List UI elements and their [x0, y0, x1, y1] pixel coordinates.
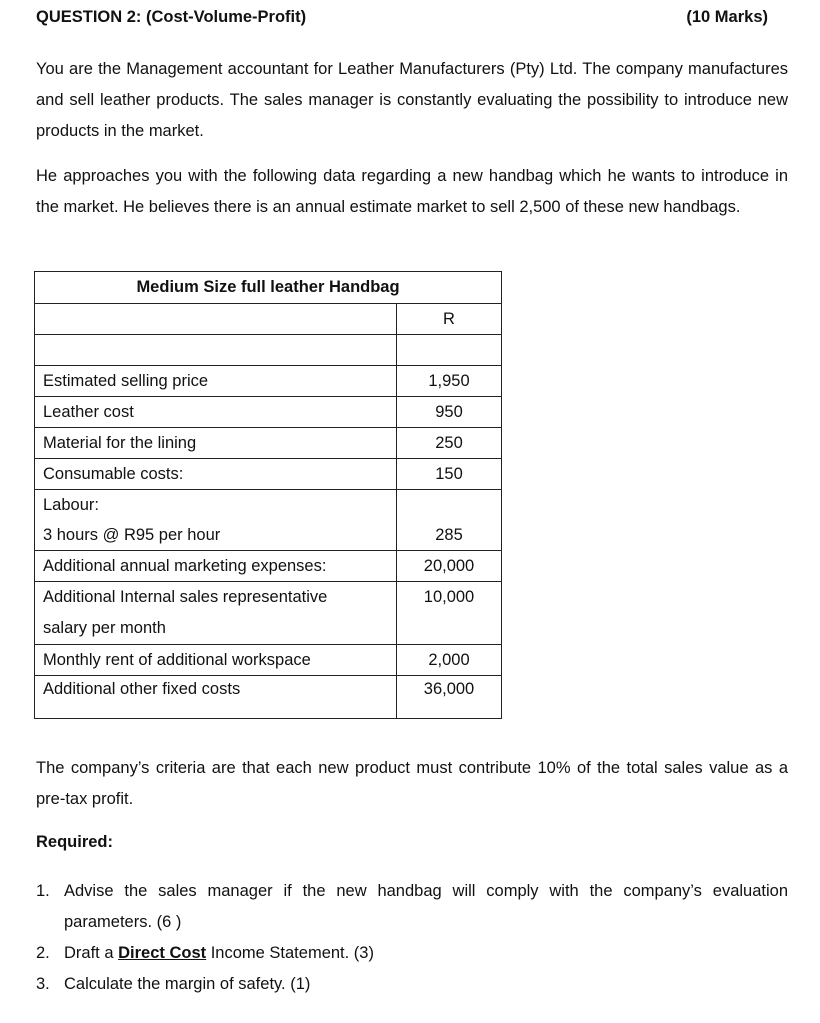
row-label: Monthly rent of additional workspace [35, 645, 397, 676]
row-value [397, 490, 502, 521]
row-label: 3 hours @ R95 per hour [35, 520, 397, 551]
required-heading: Required: [36, 833, 114, 851]
criteria-paragraph: The company’s criteria are that each new product must contribute 10% of the total sales value as a pre-tax profit. [36, 759, 788, 808]
table-title: Medium Size full leather Handbag [35, 272, 502, 304]
question-title: QUESTION 2: (Cost-Volume-Profit) [36, 8, 307, 26]
item-emphasis: Direct Cost [118, 944, 207, 962]
item-number: 2. [36, 944, 50, 962]
table-row [35, 551, 502, 582]
row-label: Leather cost [35, 397, 397, 428]
table-empty-cell [397, 335, 502, 366]
table-spacer-row [35, 335, 502, 366]
table-row [35, 459, 502, 490]
row-value: 36,000 [397, 676, 502, 719]
list-item [36, 969, 788, 1000]
row-label: Material for the lining [35, 428, 397, 459]
required-list [36, 876, 788, 1000]
table-row [35, 397, 502, 428]
table-row [35, 582, 502, 645]
approach-paragraph: He approaches you with the following data regarding a new handbag which he wants to introduce in the market. He believes there is an annual estimate market to sell 2,500 of these new handbags. [36, 167, 788, 216]
table-empty-cell [35, 304, 397, 335]
row-value: 1,950 [397, 366, 502, 397]
table-row [35, 366, 502, 397]
row-value: 285 [397, 520, 502, 551]
item-text-post: Income Statement. (3) [206, 944, 374, 962]
row-value: 250 [397, 428, 502, 459]
handbag-cost-table [34, 271, 502, 719]
item-text: Advise the sales manager if the new handbag will comply with the company’s evaluation parameters. (6 ) [64, 882, 788, 931]
table-title-row [35, 272, 502, 304]
row-value: 10,000 [397, 582, 502, 645]
table-row [35, 676, 502, 719]
question-header [36, 8, 768, 27]
table-row [35, 428, 502, 459]
list-item [36, 938, 788, 969]
item-number: 1. [36, 882, 50, 900]
table-unit-row [35, 304, 502, 335]
item-number: 3. [36, 975, 50, 993]
row-label: Additional other fixed costs [35, 676, 397, 719]
table-empty-cell [35, 335, 397, 366]
currency-unit: R [397, 304, 502, 335]
item-text: Calculate the margin of safety. (1) [64, 975, 311, 993]
row-label [35, 582, 397, 645]
row-value: 150 [397, 459, 502, 490]
row-label: Additional annual marketing expenses: [35, 551, 397, 582]
row-label-line-2: salary per month [43, 619, 166, 637]
row-label: Consumable costs: [35, 459, 397, 490]
item-text-pre: Draft a [64, 944, 119, 962]
row-value: 950 [397, 397, 502, 428]
row-label: Labour: [35, 490, 397, 521]
row-value: 20,000 [397, 551, 502, 582]
table-row [35, 520, 502, 551]
intro-paragraph: You are the Management accountant for Leather Manufacturers (Pty) Ltd. The company manufactures and sell leather products. The sales manager is constantly evaluating the possibility to introduce new products in the market. [36, 60, 788, 140]
table-row [35, 490, 502, 521]
row-label-line-1: Additional Internal sales representative [43, 588, 328, 606]
question-marks: (10 Marks) [686, 8, 768, 26]
list-item [36, 876, 788, 938]
table-row [35, 645, 502, 676]
row-label: Estimated selling price [35, 366, 397, 397]
row-value: 2,000 [397, 645, 502, 676]
